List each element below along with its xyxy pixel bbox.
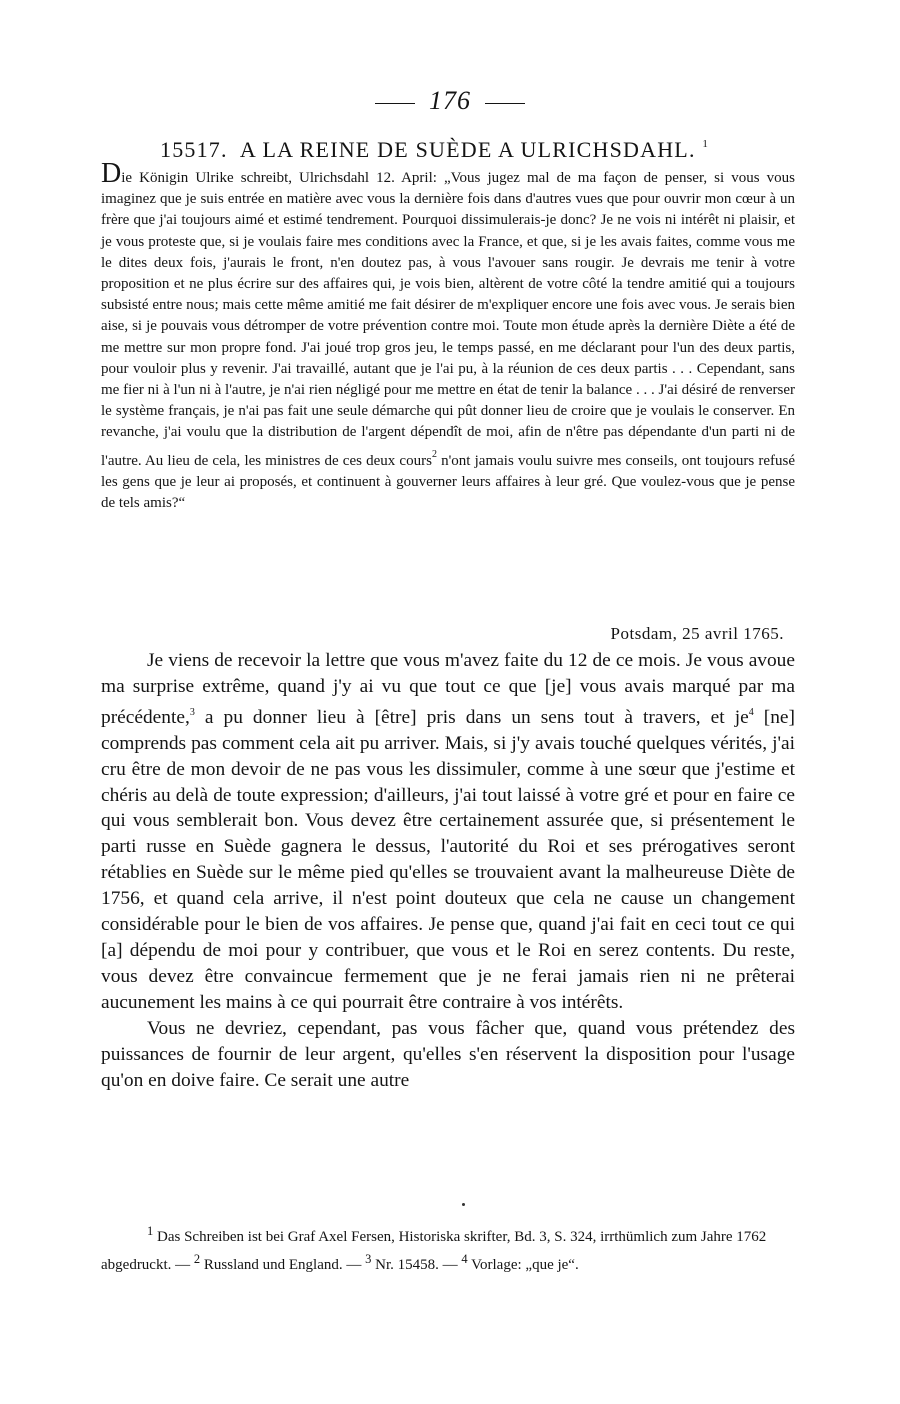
footnote-mark-3: 3 [189, 706, 195, 718]
page-number-dash-left [375, 103, 415, 104]
footnote-mark-4: 4 [748, 706, 754, 718]
letter-footnote-mark: 2 [431, 448, 437, 460]
footnote-2-mark: 2 [193, 1252, 201, 1266]
page-number [0, 86, 900, 116]
footnote-1-mark: 1 [147, 1224, 154, 1238]
footnote-3-text: Nr. 15458. [375, 1257, 439, 1273]
queen-letter-summary [101, 158, 795, 514]
footnote-4-prefix: — [442, 1257, 458, 1273]
reply-paragraph-2: Vous ne devriez, cependant, pas vous fâcher que, quand vous prétendez des puissances de fournir de leur argent, qu'elles s'en réservent la disposition pour l'usage qu'on en doive faire. Ce serait une autre [101, 1017, 795, 1091]
heading-footnote-mark: 1 [702, 138, 710, 150]
letter-heading [160, 137, 800, 163]
reply-p1-part-a: Je viens de recevoir la lettre que vous m'avez faite du 12 de ce mois. Je vous avoue ma surprise extrême, quand j'y ai vu que tout ce que [je] vous avais marqué par ma précédente, [101, 650, 795, 728]
footnote-4-text: Vorlage: „que je“. [471, 1257, 579, 1273]
letter-number: 15517. [160, 137, 228, 162]
reply-p1-part-b: a pu donner lieu à [être] pris dans un sens tout à travers, et je [194, 706, 749, 728]
separator-dot [462, 1203, 465, 1206]
queen-letter-text: ie Königin Ulrike schreibt, Ulrichsdahl 12. April: „Vous jugez mal de ma façon de penser, si vous vous imaginez que je suis entrée en matière avec vous la dernière fois dans d'autres vues que pour ouvrir mon cœur à un frère que j'ai toujours aimé et estimé tendrement. Pourquoi dissimulerais-je donc? Je ne vois ni intérêt ni plaisir, et je vous proteste que, si je voulais faire mes conditions avec la France, et que, si je les avais faites, comme vous me le dites deux fois, j'aurais le front, n'en doutez pas, à vous l'avouer sans rougir. Je devrais me tenir à votre proposition et ne plus écrire sur des affaires qui, je vois bien, altèrent de votre côté la tendre amitié qui a toujours subsisté entre nous; mais cette même amitié me fait désirer de m'expliquer encore une fois avec vous. Je serais bien aise, si je pouvais vous détromper de votre prévention contre moi. Toute mon étude après la dernière Diète a été de me mettre sur mon propre fond. J'ai joué trop gros jeu, le temps passé, en me déclarant pour l'un des deux partis, pour vouloir plus y revenir. J'ai travaillé, autant que je l'ai pu, à la réunion de ces deux partis . . . Cependant, sans me fier ni à l'un ni à l'autre, je n'ai rien négligé pour me mettre en état de tenir la balance . . . J'ai désiré de renverser le système français, je n'ai pas fait une seule démarche qui pût donner lieu de croire que je voulais le conserver. En revanche, j'ai voulu que la distribution de l'argent dépendît de moi, afin de n'être pas dépendante d'un parti ni de l'autre. Au lieu de cela, les ministres de ces deux cours [101, 170, 795, 469]
letter-title: A LA REINE DE SUÈDE A ULRICHSDAHL. [239, 137, 696, 162]
dropcap: D [101, 158, 122, 189]
footnote-1-text: Das Schreiben ist bei Graf Axel Fersen, Historiska skrifter, Bd. 3, S. 324, irrthümlich zum Jahre 1762 abgedruckt. — [101, 1229, 767, 1273]
page-number-dash-right [485, 103, 525, 104]
footnote-4-mark: 4 [461, 1252, 468, 1266]
footnote-2-text: Russland und England. — [203, 1257, 362, 1273]
dateline: Potsdam, 25 avril 1765. [610, 624, 784, 643]
footnote-3-mark: 3 [365, 1252, 372, 1266]
reply-p1-part-c: [ne] comprends pas comment cela ait pu arriver. Mais, si j'y avais touché quelques vérités, j'ai cru être de mon devoir de ne pas vous les dissimuler, comme à une sœur que j'estime et chéris au delà de toute expression; d'ailleurs, j'ai tout laissé à votre gré et pour en faire ce qui vous semblerait bon. Vous devez être certainement assurée que, si présentement le parti russe en Suède gagnera le dessus, l'autorité du Roi et ses prérogatives seront rétablies en Suède sur le même pied qu'elles se trouvaient avant la malheureuse Diète de 1756, et quand cela arrive, il n'est point douteux que cela ne cause un changement considérable pour le bien de vos affaires. Je pense que, quand j'ai fait en ceci tout ce qui [a] dépendu de moi pour y contribuer, que vous et le Roi en serez contents. Du reste, vous devez être convaincue fermement que je ne ferai jamais rien ni ne prêterai aucunement les mains à ce qui pourrait être contraire à vos intérêts. [101, 706, 795, 1013]
reply-letter [101, 648, 795, 1093]
page-number-text: 176 [429, 86, 471, 115]
queen-letter-text-end: n'ont jamais voulu suivre mes conseils, ont toujours refusé les gens que je leur ai proposés, et continuent à gouverner leurs affaires à leur gré. Que voulez-vous que je pense de tels amis?“ [101, 452, 795, 512]
footnotes [101, 1220, 795, 1276]
reply-paragraph-1 [101, 648, 795, 1016]
footnote-block [101, 1220, 795, 1276]
